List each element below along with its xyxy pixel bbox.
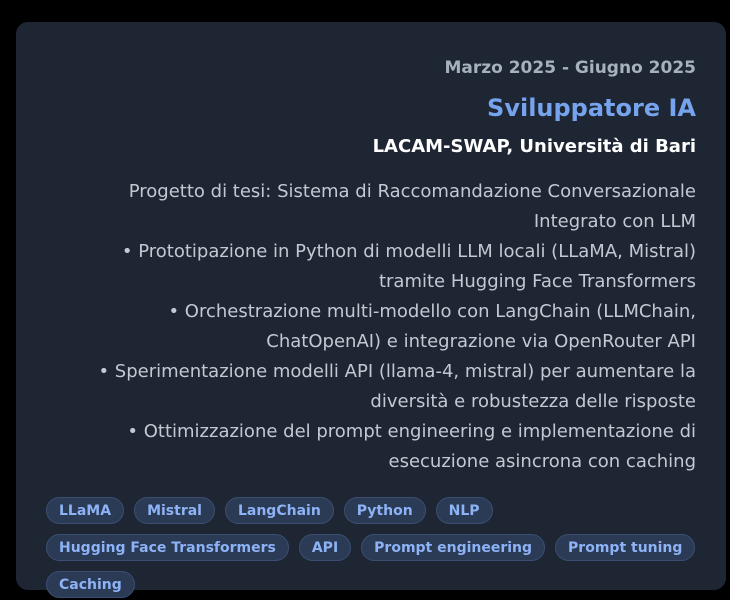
tag-caching: Caching: [46, 571, 135, 598]
period-text: Marzo 2025 - Giugno 2025: [444, 58, 696, 78]
description-line: Progetto di tesi: Sistema di Raccomandazione Conversazionale Integrato con LLM: [128, 181, 696, 232]
organization-name: LACAM-SWAP, Università di Bari: [372, 136, 696, 157]
tag-python: Python: [344, 497, 426, 524]
experience-card: [16, 22, 726, 593]
tag-langchain: LangChain: [225, 497, 334, 524]
tag-llama: LLaMA: [46, 497, 124, 524]
description-line: • Sperimentazione modelli API (llama-4, mistral) per aumentare la diversità e robustezza delle risposte: [98, 361, 696, 412]
description-line: • Orchestrazione multi-modello con LangChain (LLMChain, ChatOpenAI) e integrazione via OpenRouter API: [168, 301, 696, 352]
role-title: Sviluppatore IA: [487, 94, 696, 122]
description-line: • Ottimizzazione del prompt engineering e implementazione di esecuzione asincrona con caching: [127, 421, 696, 472]
tag-api: API: [299, 534, 351, 561]
tag-hugging-face-transformers: Hugging Face Transformers: [46, 534, 289, 561]
tag-prompt-engineering: Prompt engineering: [361, 534, 545, 561]
tag-mistral: Mistral: [134, 497, 215, 524]
tag-prompt-tuning: Prompt tuning: [555, 534, 695, 561]
description: [56, 177, 696, 477]
tag-nlp: NLP: [436, 497, 493, 524]
description-line: • Prototipazione in Python di modelli LLM locali (LLaMA, Mistral) tramite Hugging Face Transformers: [121, 241, 696, 292]
tag-list: [46, 497, 696, 598]
